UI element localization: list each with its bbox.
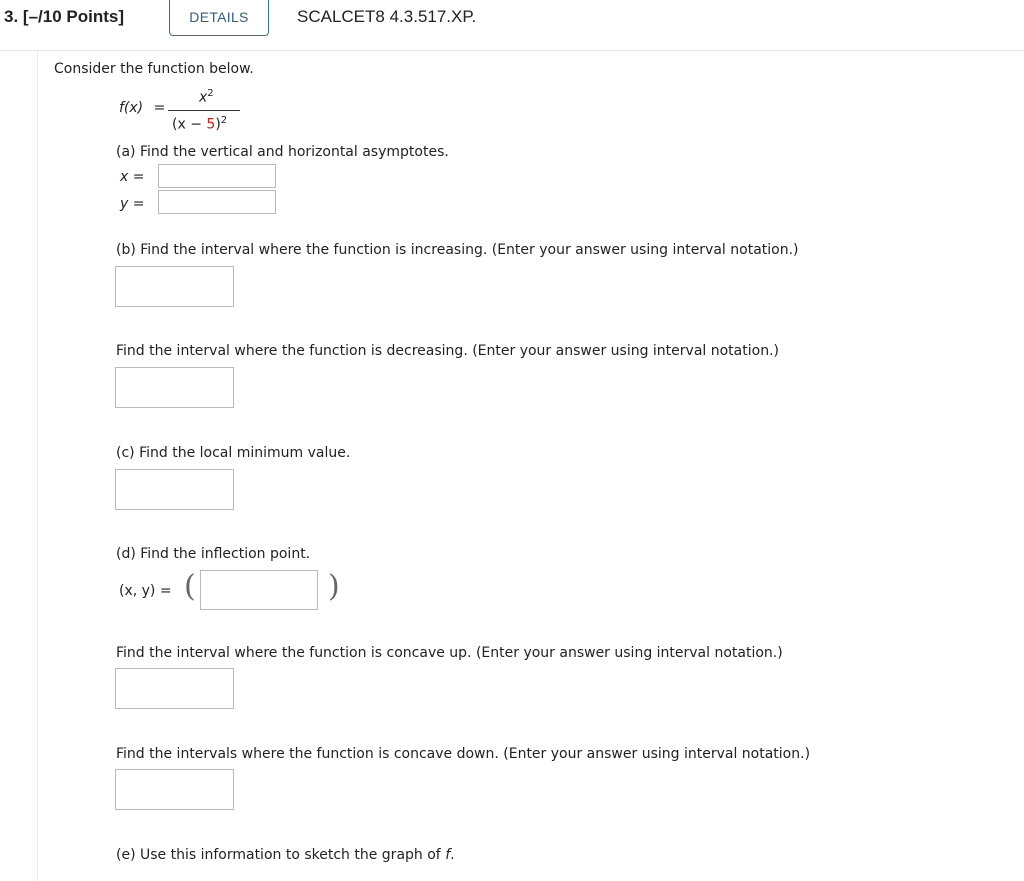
fraction-bar [168, 110, 240, 111]
concave-up-input[interactable] [115, 668, 234, 709]
open-paren: ( [184, 569, 196, 604]
function-equals: = [153, 100, 166, 116]
part-c-prompt: (c) Find the local minimum value. [116, 445, 351, 461]
inflection-point-input[interactable] [200, 570, 318, 610]
increasing-interval-input[interactable] [115, 266, 234, 307]
function-denominator: $(x - 5)^2$ [172, 115, 228, 133]
part-b-decreasing-prompt: Find the interval where the function is decreasing. (Enter your answer using interval notation.) [116, 343, 779, 359]
content-left-border [37, 51, 38, 881]
intro-text: Consider the function below. [54, 61, 254, 77]
function-lhs [119, 100, 165, 116]
concave-down-input[interactable] [115, 769, 234, 810]
question-points: [–/10 Points] [22, 7, 125, 26]
part-e-prompt: (e) Use this information to sketch the graph of f. [116, 847, 455, 863]
question-header [0, 0, 1024, 51]
concave-up-prompt: Find the interval where the function is concave up. (Enter your answer using interval notation.) [116, 645, 783, 661]
details-button[interactable]: DETAILS [169, 0, 269, 36]
question-number: 3. [4, 7, 19, 26]
y-asymptote-label: y = [120, 196, 145, 212]
function-name: f(x) [119, 100, 144, 116]
local-minimum-input[interactable] [115, 469, 234, 510]
question-code: SCALCET8 4.3.517.XP. [297, 7, 477, 26]
x-asymptote-input[interactable] [158, 164, 276, 188]
close-paren: ) [328, 569, 340, 604]
function-numerator: $x^2$ [199, 88, 214, 106]
decreasing-interval-input[interactable] [115, 367, 234, 408]
concave-down-prompt: Find the intervals where the function is concave down. (Enter your answer using interval notation.) [116, 746, 811, 762]
part-a-prompt: (a) Find the vertical and horizontal asymptotes. [116, 144, 449, 160]
y-asymptote-input[interactable] [158, 190, 276, 214]
part-d-prompt: (d) Find the inflection point. [116, 546, 311, 562]
part-b-increasing-prompt: (b) Find the interval where the function is increasing. (Enter your answer using interval notation.) [116, 242, 799, 258]
inflection-point-label: (x, y) = [119, 583, 172, 599]
question-title [4, 7, 124, 27]
denominator-constant: 5 [206, 116, 216, 133]
x-asymptote-label: x = [120, 169, 145, 185]
